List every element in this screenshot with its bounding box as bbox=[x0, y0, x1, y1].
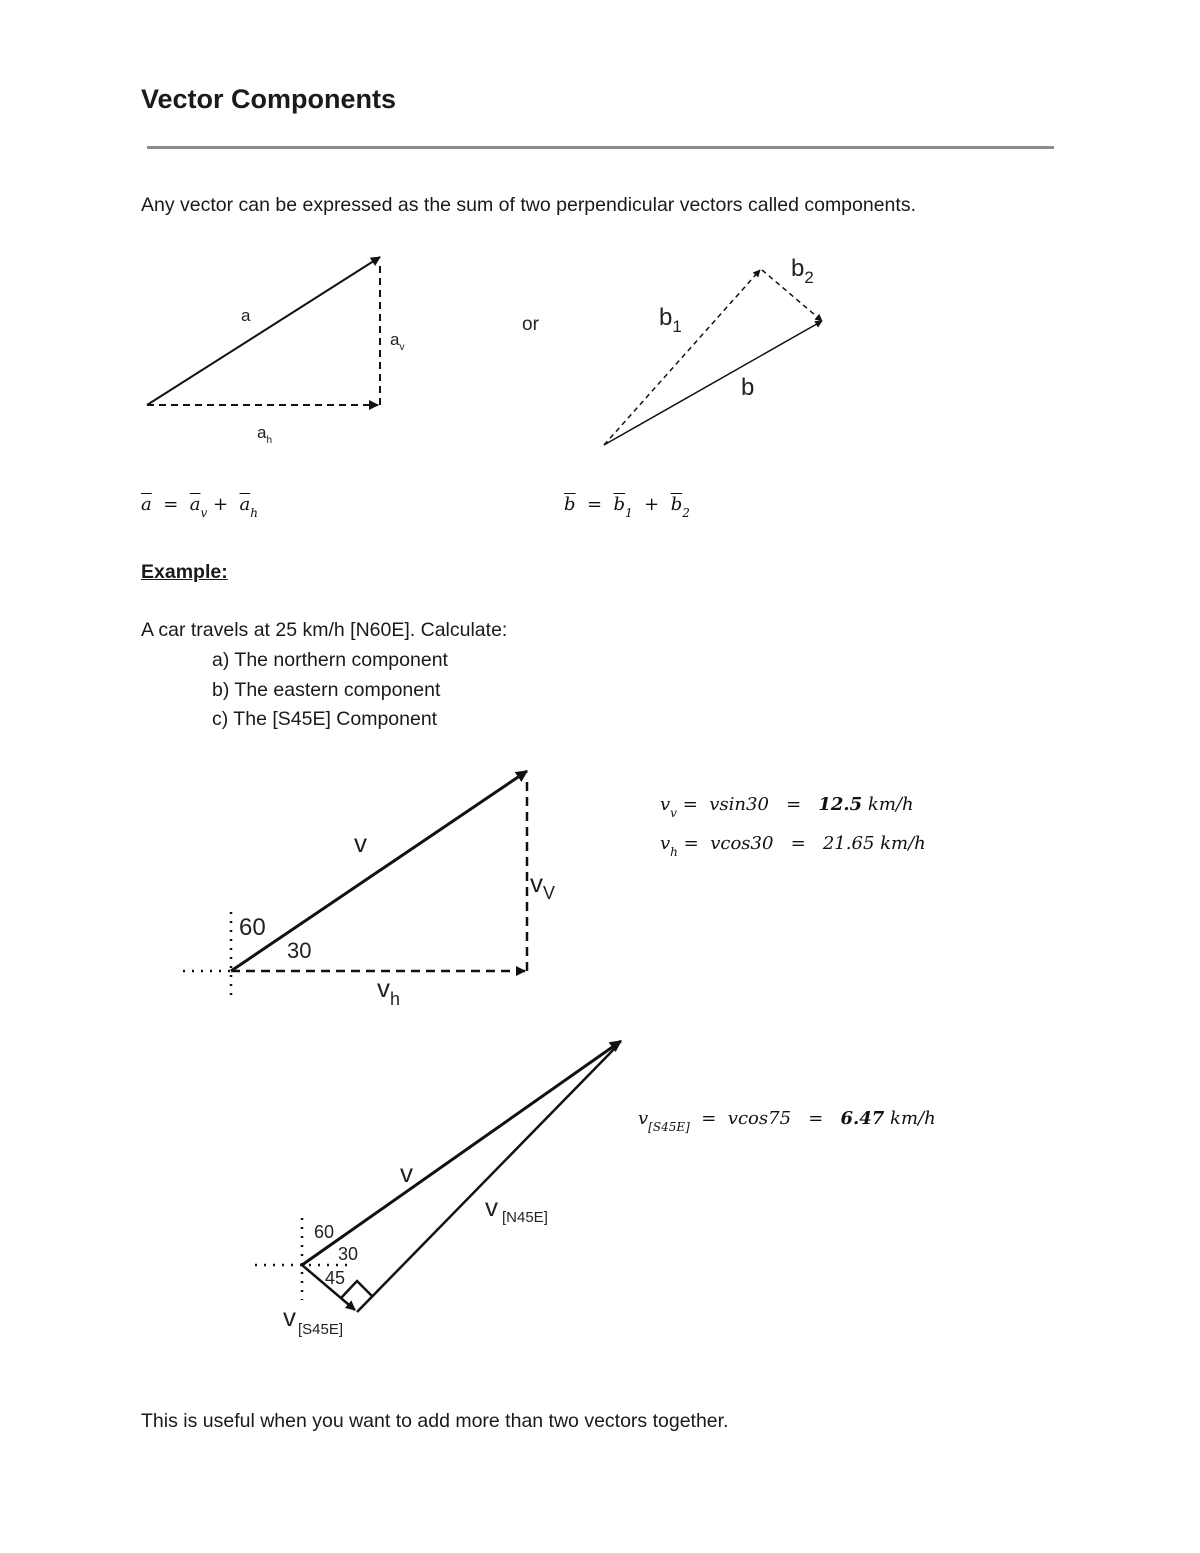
equation-b: $\overline{b} = \overline{b}_1 + \overline{b}_2$ bbox=[564, 494, 690, 520]
intro-paragraph: Any vector can be expressed as the sum of two perpendicular vectors called components. bbox=[141, 194, 916, 216]
angle-45-label: 45 bbox=[325, 1268, 346, 1288]
vector-n45e-label: v $_{[N45E]}$ bbox=[485, 1192, 548, 1226]
vector-vh-label: $v_h$ bbox=[377, 973, 401, 1009]
or-label: or bbox=[522, 314, 539, 335]
result-vh: $v_h = vcos30$ = 21.65 km/h bbox=[660, 833, 926, 859]
vector-b-line bbox=[604, 321, 822, 445]
part-a: a) The northern component bbox=[212, 649, 448, 671]
result-vv: $v_v = vsin30$ = 12.5 km/h bbox=[660, 794, 914, 820]
diagram-b bbox=[604, 255, 822, 445]
angle-60-label-2: 60 bbox=[314, 1222, 335, 1242]
vector-b1-label: $b_1$ bbox=[659, 304, 682, 336]
vector-v-line bbox=[231, 771, 527, 971]
diagram-a bbox=[147, 257, 404, 446]
result-s45e: $v_{[S45E]} = vcos75$ = 6.47 km/h bbox=[638, 1108, 936, 1134]
example-diagrams bbox=[0, 740, 1200, 1360]
angle-30-label-2: 30 bbox=[338, 1244, 359, 1264]
diagram-s45e bbox=[255, 1041, 621, 1338]
closing-paragraph: This is useful when you want to add more than two vectors together. bbox=[141, 1410, 729, 1432]
vector-ah-label: $a_h$ bbox=[257, 423, 273, 446]
vector-v2-line bbox=[302, 1041, 621, 1265]
vector-n45e-line bbox=[357, 1045, 618, 1312]
vector-b2-label: $b_2$ bbox=[791, 255, 814, 287]
vector-vv-label: $v_V$ bbox=[530, 868, 556, 903]
page-title: Vector Components bbox=[141, 84, 397, 114]
equation-a: $\overline{a} = \overline{a}_v + \overline{a}_h$ bbox=[141, 494, 258, 520]
vector-b1-line bbox=[604, 270, 760, 445]
example-heading: Example: bbox=[141, 561, 228, 583]
right-angle-mark bbox=[341, 1281, 373, 1298]
component-diagrams bbox=[0, 0, 1200, 540]
vector-a-label: a bbox=[241, 306, 251, 325]
vector-a-line bbox=[147, 257, 380, 405]
vector-b-label: b bbox=[741, 374, 755, 401]
vector-av-label: $a_v$ bbox=[390, 330, 405, 353]
vector-s45e-label: v $_{[S45E]}$ bbox=[283, 1302, 344, 1338]
vector-v-label: v bbox=[354, 828, 367, 858]
vector-v2-label: v bbox=[400, 1158, 413, 1188]
diagram-v bbox=[183, 771, 555, 1009]
angle-30-label: 30 bbox=[287, 938, 312, 963]
part-b: b) The eastern component bbox=[212, 679, 441, 701]
part-c: c) The [S45E] Component bbox=[212, 708, 438, 730]
problem-statement: A car travels at 25 km/h [N60E]. Calculate: bbox=[141, 619, 508, 641]
angle-60-label: 60 bbox=[239, 914, 266, 941]
